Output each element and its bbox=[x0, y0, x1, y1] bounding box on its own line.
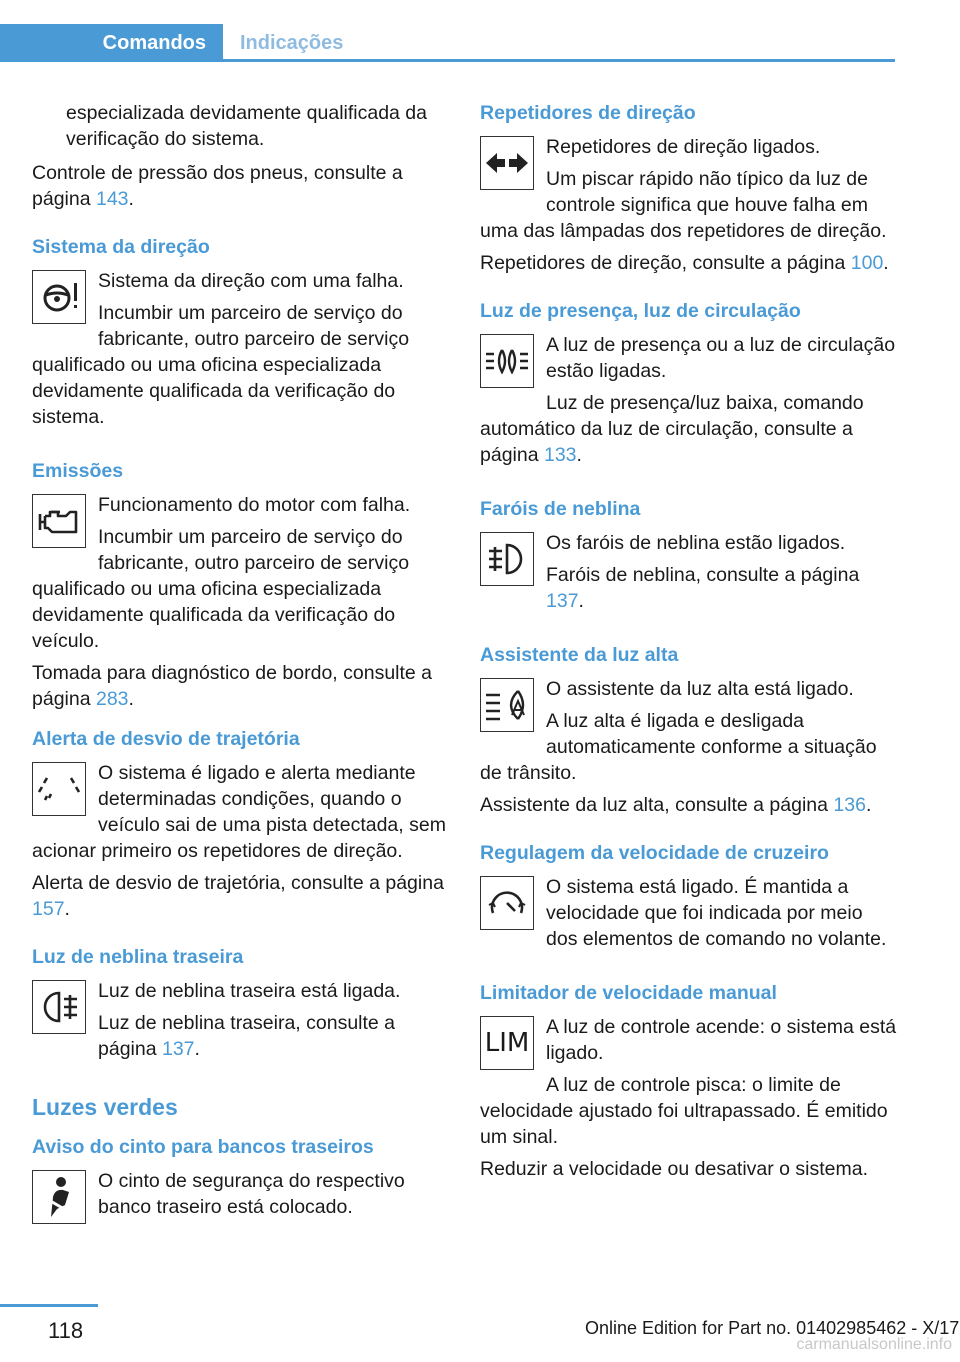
page-number: 118 bbox=[48, 1318, 84, 1343]
tpms-page-link[interactable]: 143 bbox=[95, 188, 129, 210]
steering-entry: Sistema da direção com uma falha. Incumbir um parceiro de serviço do fabricante, outro parceiro de serviço qualificado ou uma oficina especializada devidamente qualificada da verificação do sistema. bbox=[32, 270, 410, 428]
turn-page-link[interactable]: 100 bbox=[850, 252, 884, 274]
parking-page-link[interactable]: 133 bbox=[543, 444, 577, 466]
highbeam-entry: O assistente da luz alta está ligado. A luz alta é ligada e desligada automaticamente conforme a situação de trânsito. bbox=[480, 678, 877, 784]
parking-light-icon bbox=[480, 334, 534, 388]
lane-entry: O sistema é ligado e alerta mediante determinadas condições, quando o veículo sai de uma pista detectada, sem acionar primeiro os repetidores de direção. bbox=[32, 762, 446, 862]
turn-entry: Repetidores de direção ligados. Um piscar rápido não típico da luz de controle significa que houve falha em uma das lâmpadas dos repetidores de direção. bbox=[480, 136, 887, 242]
cruise-heading: Regulagem da velocidade de cruzeiro bbox=[480, 842, 829, 864]
frontfog-heading: Faróis de neblina bbox=[480, 498, 641, 520]
lane-departure-icon bbox=[32, 762, 86, 816]
edition-footer: Online Edition for Part no. 01402985462 - X/17 bbox=[585, 1318, 960, 1338]
tab-indicacoes[interactable]: Indicações bbox=[240, 31, 344, 54]
emissions-entry: Funcionamento do motor com falha. Incumbir um parceiro de serviço do fabricante, outro parceiro de serviço qualificado ou uma oficina especializada devidamente qualificada da verificação do veículo. bbox=[32, 494, 411, 652]
emissions-heading: Emissões bbox=[32, 460, 124, 482]
seatbelt-icon bbox=[32, 1170, 86, 1224]
rearfog-page-link[interactable]: 137 bbox=[161, 1038, 195, 1060]
lane-ref: Alerta de desvio de trajetória, consulte a página 157. bbox=[32, 872, 444, 920]
highbeam-page-link[interactable]: 136 bbox=[833, 794, 866, 816]
parking-ref: Luz de presença/luz baixa, comando automático da luz de circulação, consulte a página 133. bbox=[480, 392, 864, 466]
cruise-control-icon bbox=[480, 876, 534, 930]
obd-page-link[interactable]: 283 bbox=[95, 688, 129, 710]
tpms-ref: Controle de pressão dos pneus, consulte a página 143. bbox=[32, 162, 403, 210]
lane-heading: Alerta de desvio de trajetória bbox=[32, 728, 300, 750]
intro-text: especializada devidamente qualificada da verificação do sistema. bbox=[66, 102, 427, 150]
parking-entry: A luz de presença ou a luz de circulação estão ligadas. Luz de presença/luz baixa, comando automático da luz de circulação, consulte a página 133. bbox=[480, 332, 898, 474]
steering-wheel-warning-icon bbox=[32, 270, 86, 324]
front-fog-light-icon bbox=[480, 532, 534, 586]
right-column bbox=[480, 100, 898, 1190]
watermark: carmanualsonline.info bbox=[796, 1336, 952, 1353]
frontfog-page-link[interactable]: 137 bbox=[546, 590, 579, 612]
tab-underline bbox=[223, 59, 895, 62]
frontfog-ref: Faróis de neblina, consulte a página 137. bbox=[546, 564, 860, 612]
belt-entry: O cinto de segurança do respectivo banco traseiro está colocado. bbox=[32, 1168, 450, 1228]
obd-ref: Tomada para diagnóstico de bordo, consulte a página 283. bbox=[32, 662, 433, 710]
parking-heading: Luz de presença, luz de circulação bbox=[480, 300, 801, 322]
highbeam-heading: Assistente da luz alta bbox=[480, 644, 679, 666]
turn-signal-arrows-icon bbox=[480, 136, 534, 190]
rearfog-heading: Luz de neblina traseira bbox=[32, 946, 244, 968]
header-tabs bbox=[0, 24, 895, 62]
left-column bbox=[32, 100, 450, 1228]
steering-heading: Sistema da direção bbox=[32, 236, 210, 258]
lane-page-link[interactable]: 157 bbox=[32, 898, 65, 920]
rearfog-entry: Luz de neblina traseira está ligada. Luz de neblina traseira, consulte a página 137. bbox=[32, 978, 450, 1068]
rearfog-ref: Luz de neblina traseira, consulte a página 137. bbox=[98, 1012, 396, 1060]
frontfog-entry: Os faróis de neblina estão ligados. Faróis de neblina, consulte a página 137. bbox=[480, 530, 898, 620]
turn-heading: Repetidores de direção bbox=[480, 102, 696, 124]
limiter-entry: LIM A luz de controle acende: o sistema está ligado. A luz de controle pisca: o limite de velocidade ajustado foi ultrapassado. É emitido um sinal. bbox=[480, 1016, 897, 1148]
green-lights-heading: Luzes verdes bbox=[32, 1094, 178, 1120]
belt-heading: Aviso do cinto para bancos traseiros bbox=[32, 1136, 374, 1158]
tab-comandos[interactable]: Comandos bbox=[0, 24, 223, 62]
speed-limiter-lim-icon: LIM bbox=[480, 1016, 534, 1070]
rear-fog-light-icon bbox=[32, 980, 86, 1034]
high-beam-assist-icon bbox=[480, 678, 534, 732]
turn-ref: Repetidores de direção, consulte a página 100. bbox=[480, 252, 889, 274]
limiter-note: Reduzir a velocidade ou desativar o sistema. bbox=[480, 1158, 869, 1180]
engine-icon bbox=[32, 494, 86, 548]
cruise-entry: O sistema está ligado. É mantida a velocidade que foi indicada por meio dos elementos de comando no volante. bbox=[480, 874, 898, 958]
page-number-rule bbox=[0, 1304, 98, 1307]
highbeam-ref: Assistente da luz alta, consulte a página 136. bbox=[480, 794, 872, 816]
limiter-heading: Limitador de velocidade manual bbox=[480, 982, 777, 1004]
